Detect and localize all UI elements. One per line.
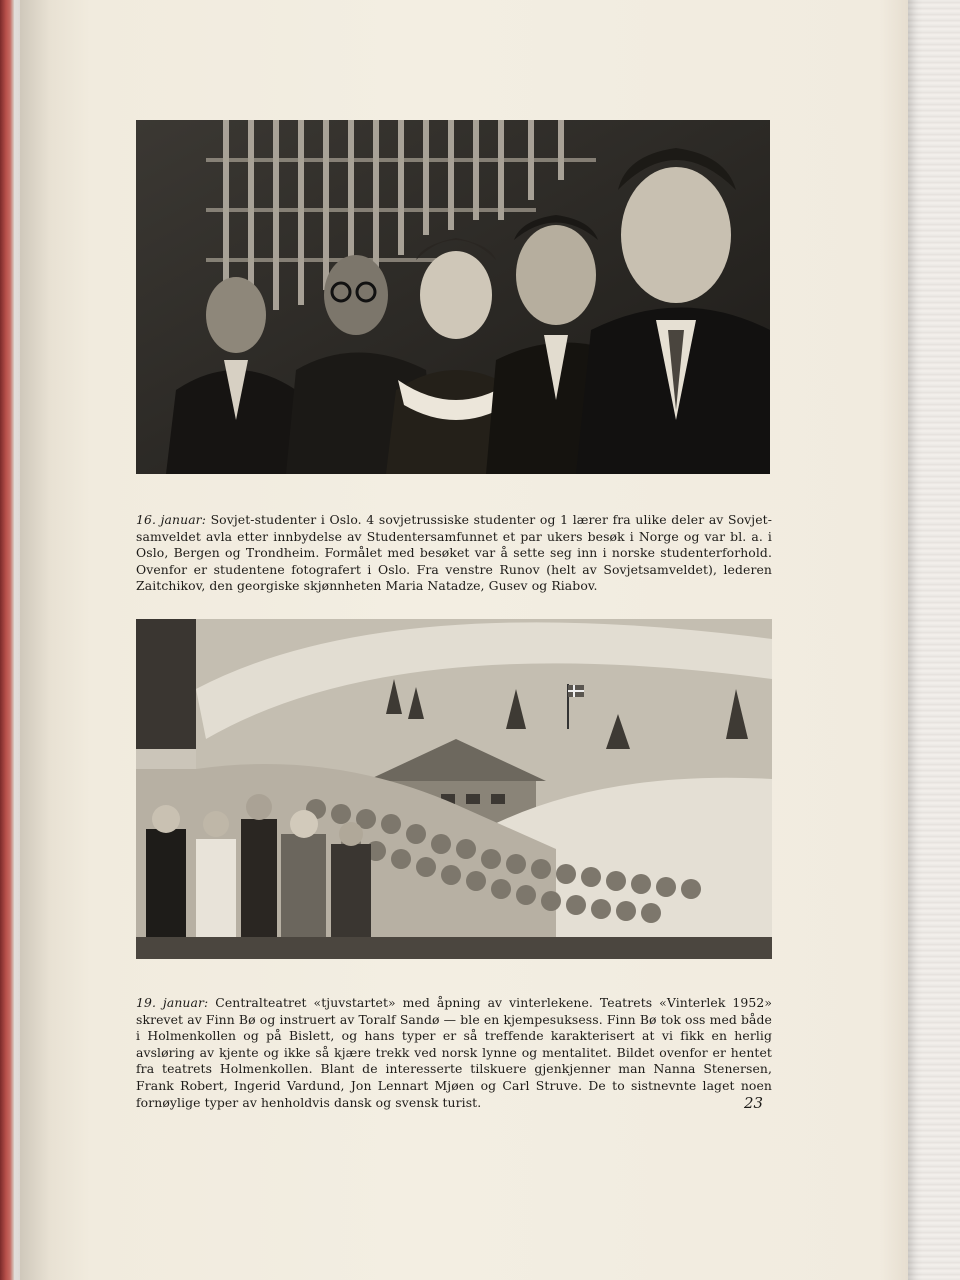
photo-students-image	[136, 120, 770, 474]
cloth-background	[900, 0, 960, 1280]
photo-students	[136, 120, 770, 474]
caption-date: 19. januar:	[136, 995, 209, 1010]
caption-text: Centralteatret «tjuvstartet» med åpning av vinterlekene. Teatrets «Vinterlek 1952» skrevet av Finn Bø og instruert av Toralf Sandø — ble en kjempesuksess. Finn Bø tok oss med både i Holmenkollen og på Bislett, og hans typer er så treffende karakterisert at vi fikk en herlig avsløring av kjente og ikke så kjære trekk ved norsk lynne og mentalitet. Bildet ovenfor er hentet fra teatrets Holmenkollen. Blant de interesserte tilskuere gjenkjenner man Nanna Stenersen, Frank Robert, Ingerid Vardund, Jon Lennart Mjøen og Carl Struve. De to sistnevnte laget noen fornøylige typer av henholdvis dansk og svensk turist.	[136, 995, 773, 1110]
book-page	[20, 0, 908, 1280]
caption-theatre	[136, 995, 772, 1111]
photo-theatre-image	[136, 619, 772, 959]
caption-date: 16. januar:	[136, 512, 206, 527]
caption-students	[136, 512, 772, 595]
caption-text: Sovjet-studenter i Oslo. 4 sovjetrussiske studenter og 1 lærer fra ulike deler av Sovjet-samveldet avla etter innbydelse av Studentersamfunnet et par ukers besøk i Norge og var bl. a. i Oslo, Bergen og Trondheim. Formålet med besøket var å sette seg inn i norske studenterforhold. Ovenfor er studentene fotografert i Oslo. Fra venstre Runov (helt av Sovjetsamveldet), lederen Zaitchikov, den georgiske skjønnheten Maria Natadze, Gusev og Riabov.	[136, 512, 772, 594]
book-spine-edge	[0, 0, 14, 1280]
photo-theatre	[136, 619, 772, 959]
page-number: 23	[744, 1094, 764, 1112]
